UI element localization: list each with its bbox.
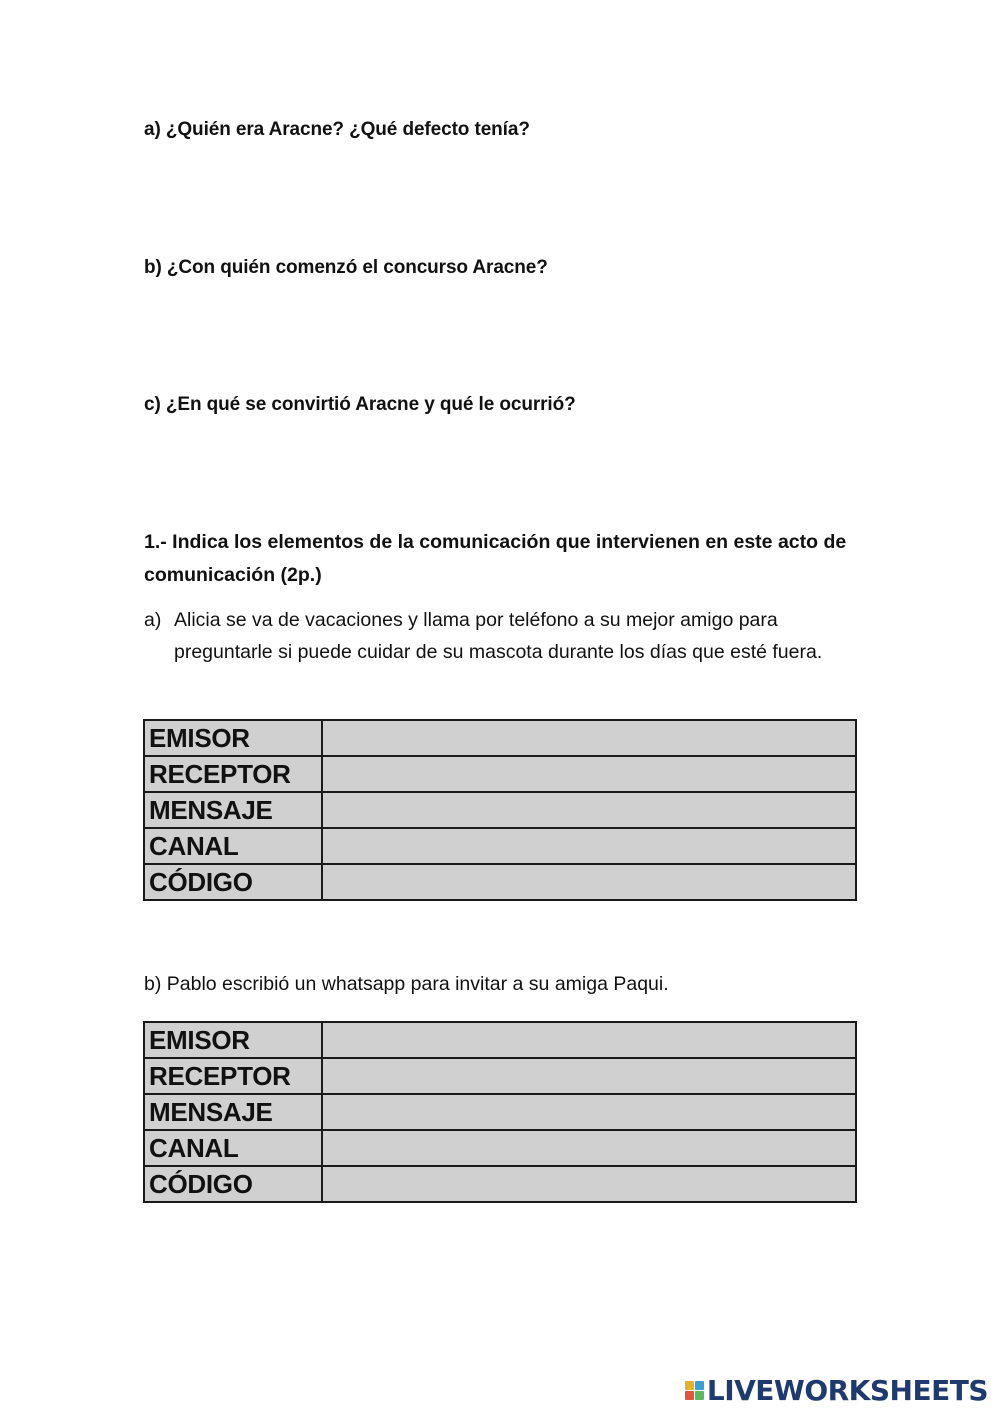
scenario-b-text: b) Pablo escribió un whatsapp para invitar a su amiga Paqui. (144, 973, 669, 995)
logo-mark-tile (695, 1391, 704, 1400)
task-title: 1.- Indica los elementos de la comunicación que intervienen en este acto de comunicación (2p.) (144, 531, 847, 586)
logo-mark-tile (695, 1381, 704, 1390)
table-row (144, 828, 856, 864)
row-label-canal: CANAL (144, 828, 322, 864)
question-b: b) ¿Con quién comenzó el concurso Aracne? (144, 257, 548, 278)
logo-mark-icon (685, 1381, 704, 1400)
scenario-a-text: Alicia se va de vacaciones y llama por teléfono a su mejor amigo para preguntarle si puede cuidar de su mascota durante los días que esté fuera. (174, 609, 823, 663)
answer-field-receptor[interactable] (322, 756, 856, 792)
answer-field-codigo[interactable] (322, 864, 856, 900)
logo-mark-tile (685, 1391, 694, 1400)
communication-table-a (143, 719, 857, 901)
row-label-codigo: CÓDIGO (144, 864, 322, 900)
row-label-mensaje: MENSAJE (144, 1094, 322, 1130)
communication-table-b (143, 1021, 857, 1203)
answer-field-canal[interactable] (322, 1130, 856, 1166)
answer-field-emisor[interactable] (322, 1022, 856, 1058)
table-row (144, 1022, 856, 1058)
row-label-receptor: RECEPTOR (144, 1058, 322, 1094)
table-row (144, 756, 856, 792)
row-label-emisor: EMISOR (144, 720, 322, 756)
table-row (144, 1166, 856, 1202)
table-row (144, 1130, 856, 1166)
table-row (144, 864, 856, 900)
question-a: a) ¿Quién era Aracne? ¿Qué defecto tenía? (144, 119, 530, 140)
row-label-mensaje: MENSAJE (144, 792, 322, 828)
table-row (144, 792, 856, 828)
answer-field-receptor[interactable] (322, 1058, 856, 1094)
row-label-canal: CANAL (144, 1130, 322, 1166)
liveworksheets-logo (685, 1374, 988, 1407)
table-row (144, 1058, 856, 1094)
row-label-receptor: RECEPTOR (144, 756, 322, 792)
row-label-emisor: EMISOR (144, 1022, 322, 1058)
scenario-a (144, 604, 844, 668)
logo-mark-tile (685, 1381, 694, 1390)
scenario-a-marker: a) (144, 609, 162, 631)
table-row (144, 720, 856, 756)
answer-field-canal[interactable] (322, 828, 856, 864)
logo-text: LIVEWORKSHEETS (706, 1374, 988, 1407)
answer-field-codigo[interactable] (322, 1166, 856, 1202)
row-label-codigo: CÓDIGO (144, 1166, 322, 1202)
answer-field-mensaje[interactable] (322, 1094, 856, 1130)
table-row (144, 1094, 856, 1130)
answer-field-mensaje[interactable] (322, 792, 856, 828)
answer-field-emisor[interactable] (322, 720, 856, 756)
question-c: c) ¿En qué se convirtió Aracne y qué le ocurrió? (144, 394, 576, 415)
